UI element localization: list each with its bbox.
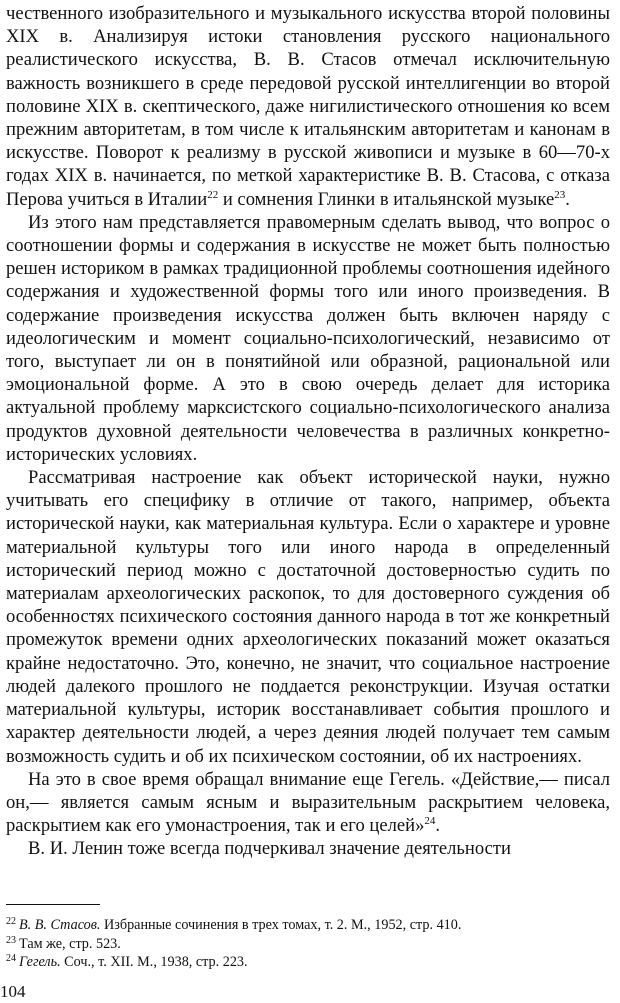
paragraph-text: На это в свое время обращал внимание еще Гегель. «Действие,— писал он,— является самым ясным и выразительным раскрытием человека, раскрытием как его умонастроения, так и его целей» — [6, 768, 610, 837]
footnote-separator — [6, 904, 100, 905]
footnote-author: Гегель. — [19, 954, 61, 970]
footnote-number: 22 — [6, 916, 16, 927]
paragraph-text: Рассматривая настроение как объект исторической науки, нужно учитывать его специфику в отличие от такого, например, объекта исторической науки, как материальная культура. Если о характере и уровне материальной культуры того или иного народа в определенный исторический период можно с достаточной достоверностью судить по материалам археологических раскопок, то для достоверного суждения об особенностях психического состояния данного народа в тот же конкретный промежуток времени одних археологических показаний может оказаться крайне недостаточно. Это, конечно, не значит, что социальное настроение людей далекого прошлого не поддается реконструкции. Изучая остатки материальной культуры, историк восстанавливает события прошлого и характер деятельности людей, а через деяния людей получает тем самым возможность судить и об их психическом состоянии, об их настроениях. — [6, 467, 610, 767]
footnote-ref-23: 23 — [554, 188, 566, 201]
footnote-text: Избранные сочинения в трех томах, т. 2. М., 1952, стр. 410. — [100, 917, 462, 933]
paragraph-text: В. И. Ленин тоже всегда подчеркивал значение деятельности — [28, 838, 511, 860]
paragraph-4 — [6, 768, 610, 838]
paragraph-text: и сомнения Глинки в итальянской музыке — [218, 188, 555, 210]
footnote-number: 24 — [6, 953, 16, 964]
paragraph-1 — [6, 2, 610, 211]
paragraph-text: . — [565, 188, 570, 210]
footnote-ref-24: 24 — [424, 815, 436, 828]
paragraph-3 — [6, 466, 610, 768]
paragraph-5 — [6, 837, 610, 860]
footnotes — [6, 916, 610, 972]
body-text — [6, 2, 610, 861]
page-number: 104 — [0, 982, 26, 1001]
paragraph-text: Из этого нам представляется правомерным сделать вывод, что вопрос о соотношении формы и содержания в искусстве не может быть полностью решен историком в рамках традиционной проблемы соотношения идейного содержания и художественной формы того или иного произведения. В содержание произведения искусства должен быть включен наряду с идеологическим и момент социально-психологический, независимо от того, выступает ли он в понятийной или образной, рациональной или эмоциональной форме. А это в свою очередь делает для историка актуальной проблему марксистского социально-психологического анализа продуктов духовной деятельности человечества в различных конкретно-исторических условиях. — [6, 211, 610, 465]
footnote-ref-22: 22 — [207, 188, 219, 201]
footnote-text: Там же, стр. 523. — [19, 935, 121, 952]
footnote-23 — [6, 935, 610, 954]
paragraph-text: . — [435, 815, 441, 837]
paragraph-text: чественного изобразительного и музыкального искусства второй половины XIX в. Анализируя истоки становления русского национального реалистического искусства, В. В. Стасов отмечал исключительную важность возникшего в среде передовой русской интеллигенции во второй половине XIX в. скептического, даже нигилистического отношения ко всем прежним авторитетам, в том числе к итальянским авторитетам и канонам в искусстве. Поворот к реализму в русской живописи и музыке в 60—70-х годах XIX в. начинается, по меткой характеристике В. В. Стасова, с отказа Перова учиться в Италии — [6, 3, 610, 210]
footnote-author: В. В. Стасов. — [19, 917, 101, 933]
footnote-number: 23 — [6, 934, 16, 946]
footnote-24 — [6, 953, 610, 972]
footnote-text: Соч., т. XII. М., 1938, стр. 223. — [60, 954, 248, 970]
paragraph-2 — [6, 211, 610, 466]
footnote-22 — [6, 916, 610, 935]
